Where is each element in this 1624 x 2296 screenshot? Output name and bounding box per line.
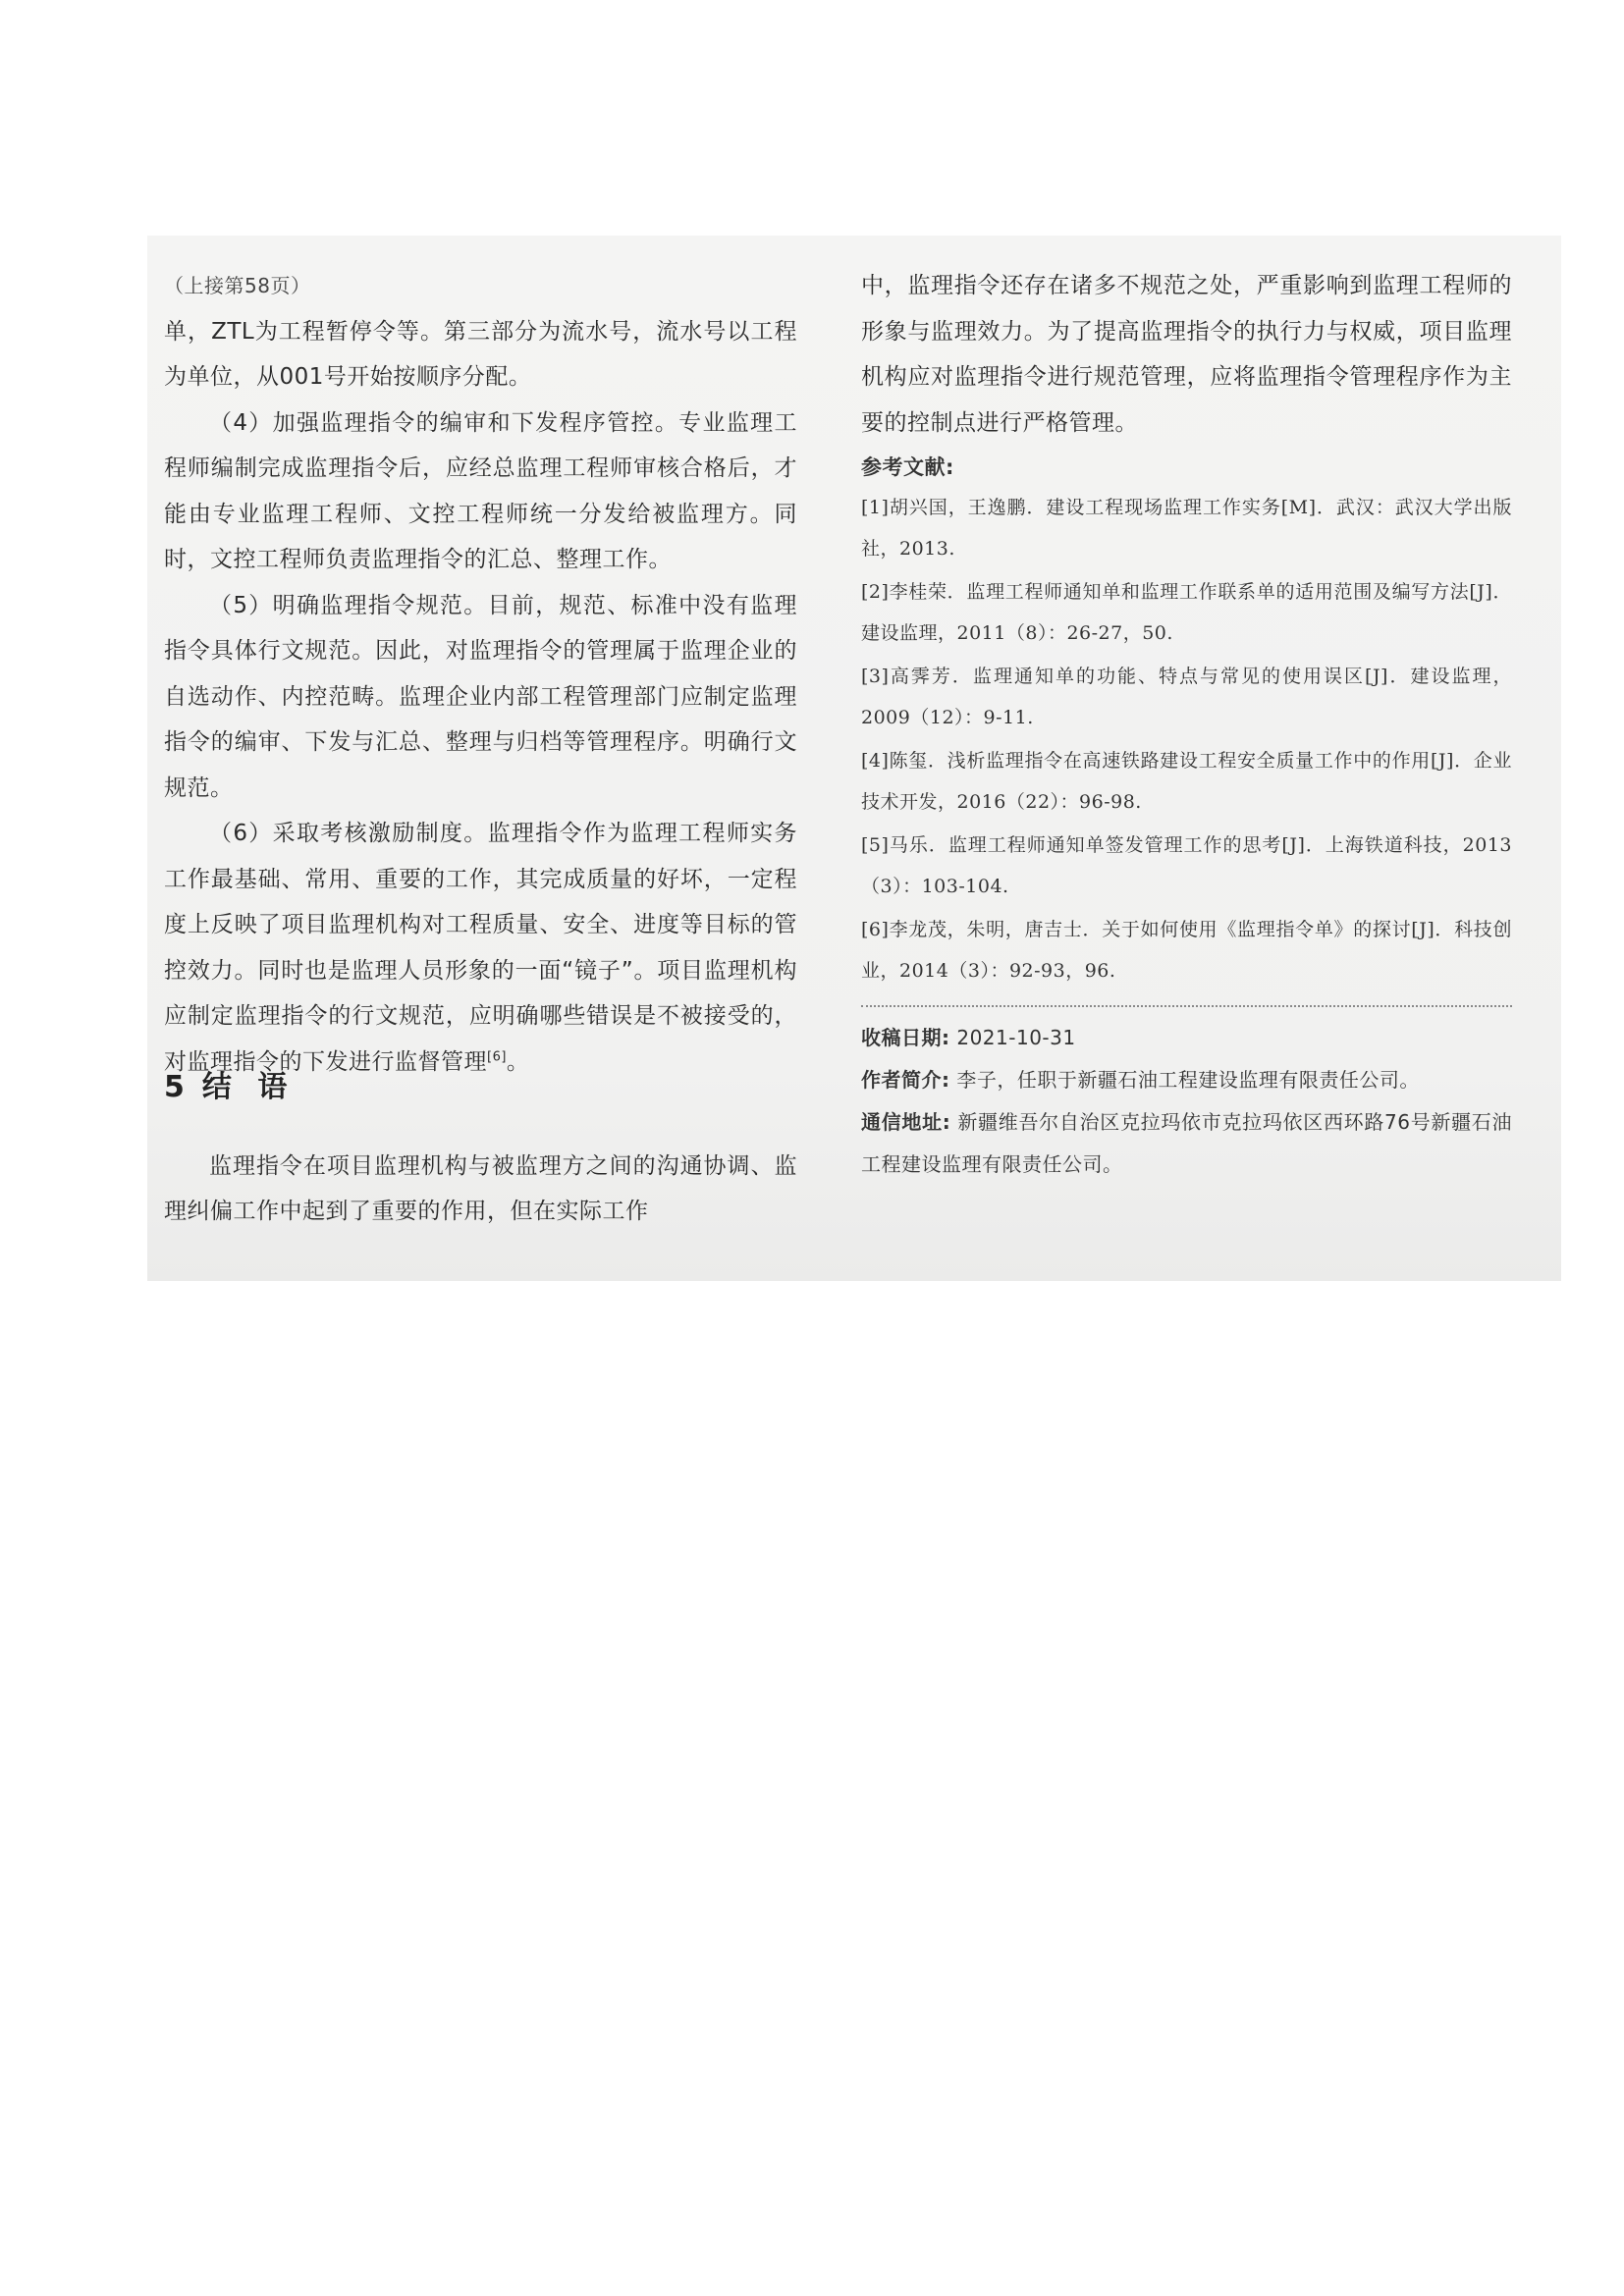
address-value: 新疆维吾尔自治区克拉玛依市克拉玛依区西环路76号新疆石油工程建设监理有限责任公司。 xyxy=(861,1110,1512,1176)
right-paragraph: 中，监理指令还存在诸多不规范之处，严重影响到监理工程师的形象与监理效力。为了提高监理指令的执行力与权威，项目监理机构应对监理指令进行规范管理，应将监理指令管理程序作为主要的控制点进行严格管理。 xyxy=(861,273,1512,436)
reference-item: [5]马乐．监理工程师通知单签发管理工作的思考[J]．上海铁道科技，2013（3）：103-104. xyxy=(861,834,1512,897)
address-label: 通信地址: xyxy=(861,1110,951,1134)
section-number: 5 xyxy=(164,1070,185,1104)
author-value: 李子，任职于新疆石油工程建设监理有限责任公司。 xyxy=(956,1068,1420,1092)
paragraph-4 xyxy=(164,811,797,1085)
conclusion-text xyxy=(164,1144,797,1234)
section-title: 结 语 xyxy=(201,1070,296,1104)
paragraph-4-end: 。 xyxy=(506,1048,530,1075)
references-title: 参考文献: xyxy=(861,455,954,479)
received-label: 收稿日期: xyxy=(861,1026,950,1049)
reference-item: [2]李桂荣．监理工程师通知单和监理工作联系单的适用范围及编写方法[J]．建设监理，2011（8）：26-27，50. xyxy=(861,581,1512,644)
author-label: 作者简介: xyxy=(861,1068,950,1092)
section-heading xyxy=(164,1062,295,1105)
address xyxy=(861,1101,1512,1186)
received-value: 2021-10-31 xyxy=(956,1026,1076,1049)
received-date xyxy=(861,1017,1512,1059)
left-column xyxy=(164,263,797,1085)
paragraph-3: （5）明确监理指令规范。目前，规范、标准中没有监理指令具体行文规范。因此，对监理指令的管理属于监理企业的自选动作、内控范畴。监理企业内部工程管理部门应制定监理指令的编审、下发与汇总、整理与归档等管理程序。明确行文规范。 xyxy=(164,592,797,801)
author-intro xyxy=(861,1059,1512,1101)
reference-item: [3]高霁芳．监理通知单的功能、特点与常见的使用误区[J]．建设监理，2009（12）：9-11. xyxy=(861,666,1512,728)
dotted-divider xyxy=(861,1005,1512,1007)
article-info xyxy=(861,1017,1512,1186)
paragraph-1: 单，ZTL为工程暂停令等。第三部分为流水号，流水号以工程为单位，从001号开始按顺序分配。 xyxy=(164,318,797,390)
paragraph-4-text: （6）采取考核激励制度。监理指令作为监理工程师实务工作最基础、常用、重要的工作，其完成质量的好坏，一定程度上反映了项目监理机构对工程质量、安全、进度等目标的管控效力。同时也是监理人员形象的一面“镜子”。项目监理机构应制定监理指令的行文规范，应明确哪些错误是不被接受的，对监理指令的下发进行监督管理 xyxy=(164,821,797,1075)
continued-note: （上接第58页） xyxy=(164,274,311,297)
references-list xyxy=(861,487,1512,991)
conclusion-paragraph: 监理指令在项目监理机构与被监理方之间的沟通协调、监理纠偏工作中起到了重要的作用，但在实际工作 xyxy=(164,1153,797,1224)
citation: [6] xyxy=(487,1048,507,1064)
reference-item: [1]胡兴国，王逸鹏．建设工程现场监理工作实务[M]．武汉：武汉大学出版社，2013. xyxy=(861,497,1512,560)
reference-item: [6]李龙茂，朱明，唐吉士．关于如何使用《监理指令单》的探讨[J]．科技创业，2014（3）：92-93，96. xyxy=(861,919,1512,982)
right-column xyxy=(861,263,1512,1186)
paragraph-2: （4）加强监理指令的编审和下发程序管控。专业监理工程师编制完成监理指令后，应经总监理工程师审核合格后，才能由专业监理工程师、文控工程师统一分发给被监理方。同时，文控工程师负责监理指令的汇总、整理工作。 xyxy=(164,409,797,572)
reference-item: [4]陈玺．浅析监理指令在高速铁路建设工程安全质量工作中的作用[J]．企业技术开发，2016（22）：96-98. xyxy=(861,750,1512,813)
